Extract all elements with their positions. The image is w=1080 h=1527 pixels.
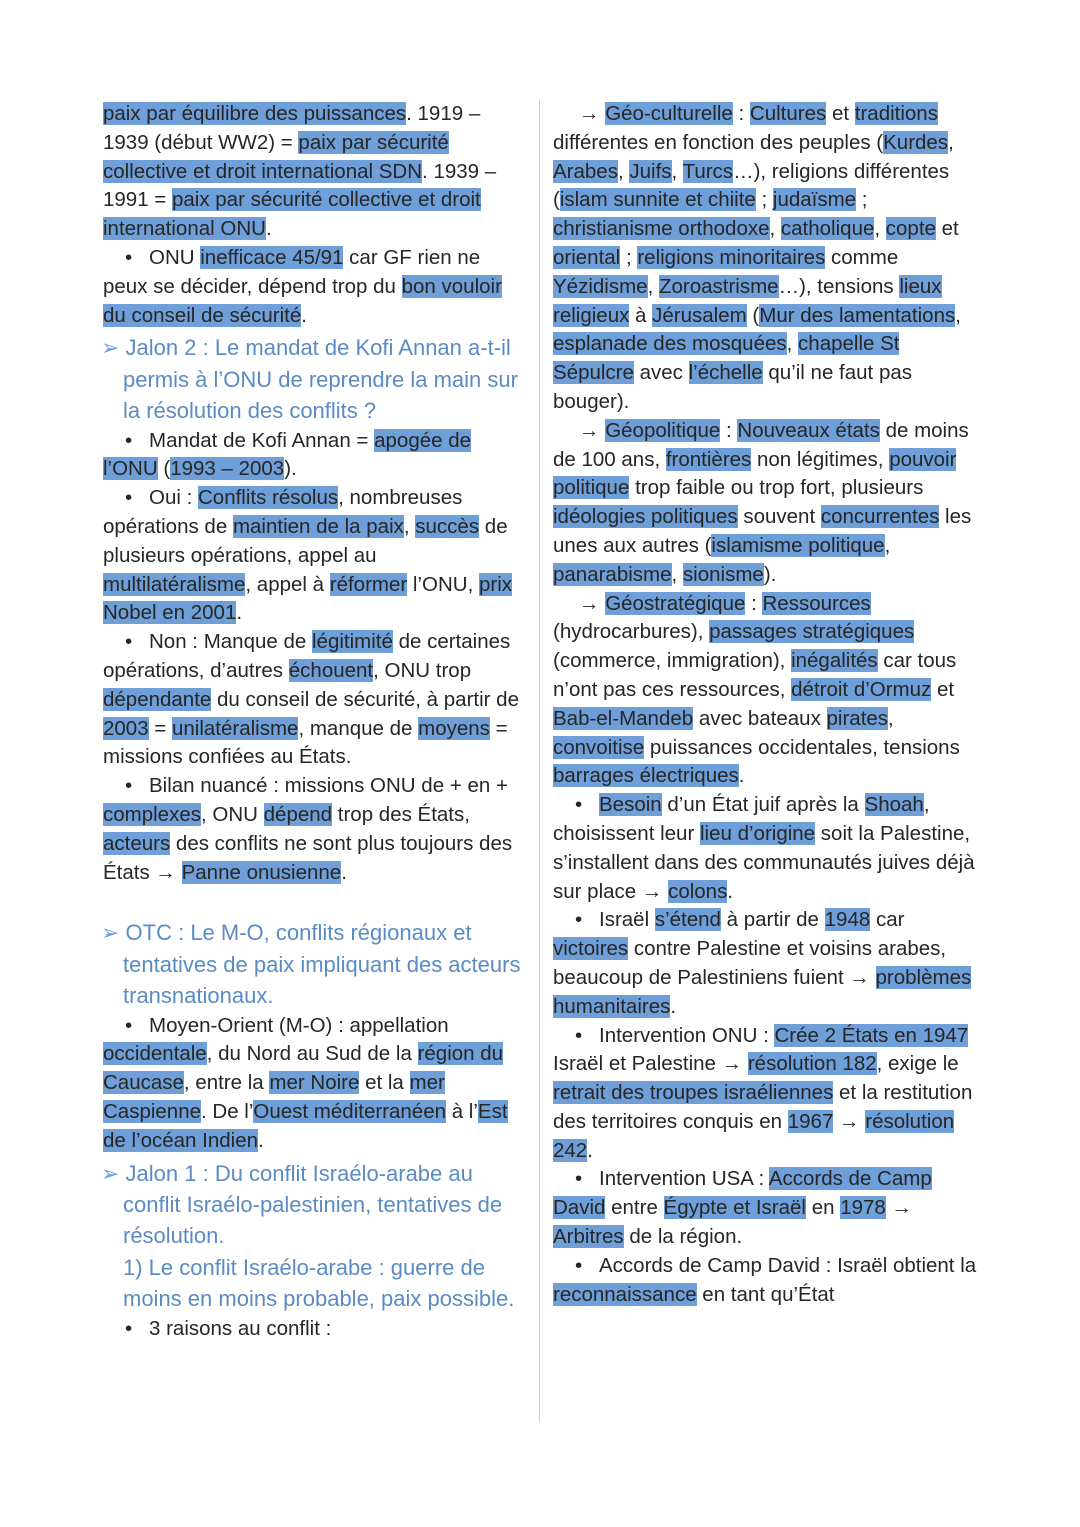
text-run: , (786, 332, 799, 356)
text-run: à partir de (720, 908, 825, 932)
section-heading: ➢ OTC : Le M-O, conflits régionaux et tentatives de paix impliquant des acteurs transnationaux. (101, 920, 521, 1009)
text-run: ). (763, 562, 777, 586)
highlighted-text: 1948 (824, 908, 871, 932)
highlighted-text: 1993 – 2003 (170, 457, 285, 481)
highlighted-text: Kurdes (883, 130, 949, 154)
highlighted-text: Conflits résolus (198, 486, 339, 510)
bullet-item (103, 427, 528, 485)
highlighted-text: paix par équilibre des puissances (103, 102, 407, 125)
text-run: , choisissent leur (553, 793, 930, 845)
text-run: = (148, 716, 172, 740)
text-run: de moins de 100 ans, (553, 418, 969, 471)
heading-text: OTC : Le M-O, conflits régionaux et tentatives de paix impliquant des acteurs transnationaux. (123, 920, 521, 1009)
text-run: de la région. (623, 1225, 743, 1249)
text-run: qu’il ne faut pas bouger). (553, 361, 912, 413)
text-run: . (587, 1138, 593, 1162)
highlighted-text: moyens (418, 716, 490, 740)
highlighted-text: résolution 242 (553, 1109, 955, 1162)
text-run: différentes en fonction des peuples ( (553, 130, 884, 154)
highlighted-text: frontières (665, 447, 752, 471)
bullet-icon: • (575, 1253, 583, 1277)
bullet-item (553, 791, 983, 906)
highlighted-text: prix Nobel en 2001 (103, 572, 513, 625)
text-run: Israël (599, 908, 655, 932)
text-run: . (236, 601, 243, 625)
highlighted-text: mer Caspienne (103, 1071, 445, 1123)
highlighted-text: islamisme politique (711, 533, 885, 557)
highlighted-text: victoires (553, 937, 629, 961)
text-run: (hydrocarbures), (553, 620, 710, 644)
highlighted-text: bon vouloir du conseil de sécurité (103, 274, 502, 327)
text-run: , (874, 217, 886, 241)
text-run: , ONU (201, 802, 264, 826)
highlighted-text: l’échelle (688, 361, 763, 385)
highlighted-text: paix par sécurité collective et droit international ONU (103, 188, 481, 241)
highlighted-text: mer Noire (269, 1071, 360, 1095)
highlighted-text: pirates (826, 706, 889, 730)
text-run: Accords de Camp David : Israël obtient la (599, 1253, 977, 1277)
bullet-item (103, 628, 528, 772)
text-run: les unes aux autres ( (553, 505, 972, 557)
text-run: . (258, 1128, 264, 1152)
text-run: (commerce, immigration), (553, 649, 792, 673)
highlighted-text: Jérusalem (652, 303, 747, 327)
text-run: , (617, 159, 630, 183)
text-run: et la restitution des territoires conquis en (553, 1081, 973, 1133)
heading-text: Jalon 1 : Du conflit Israélo-arabe au conflit Israélo-palestinien, tentatives de résolution. (123, 1160, 503, 1249)
text-run: souvent (737, 505, 821, 529)
text-run: l’ONU, (407, 572, 479, 596)
bullet-icon: • (575, 908, 583, 932)
text-run: , manque de (298, 716, 419, 740)
bullet-item (103, 1012, 528, 1156)
text-run: comme (825, 245, 899, 269)
text-run: Intervention ONU : (599, 1023, 775, 1047)
highlighted-text: Panne onusienne (181, 860, 342, 884)
text-run: à (629, 303, 653, 327)
arrow-paragraph (553, 590, 983, 792)
highlighted-text: apogée de l’ONU (103, 428, 472, 481)
text-run: , (955, 303, 961, 327)
text-run: et (935, 217, 959, 241)
right-column (553, 100, 983, 1309)
bullet-icon: • (125, 774, 133, 798)
highlighted-text: Nouveaux états (737, 418, 880, 442)
text-run: , appel à (245, 572, 330, 596)
text-run: ( (746, 303, 760, 327)
highlighted-text: inégalités (791, 649, 878, 673)
highlighted-text: multilatéralisme (103, 572, 246, 596)
text-run: soit la Palestine, s’installent dans des communautés juives déjà sur place → (553, 821, 975, 903)
highlighted-text: convoitise (553, 735, 645, 759)
highlighted-text: Bab-el-Mandeb (553, 706, 694, 730)
text-run: et (931, 677, 955, 701)
highlighted-text: maintien de la paix (232, 514, 404, 538)
highlighted-text: échouent (288, 658, 374, 682)
text-run: , nombreuses opérations de (103, 486, 463, 538)
heading-text: Jalon 2 : Le mandat de Kofi Annan a-t-il permis à l’ONU de reprendre la main sur la résolution des conflits ? (123, 335, 518, 424)
arrow-paragraph (553, 100, 983, 417)
text-run: non légitimes, (751, 447, 890, 471)
text-run: 3 raisons au conflit : (149, 1316, 332, 1340)
highlighted-text: résolution 182 (747, 1052, 877, 1076)
highlighted-text: inefficace 45/91 (200, 245, 344, 269)
text-run: . (727, 879, 734, 903)
text-run: = missions confiées au États. (103, 716, 508, 769)
text-run: → (885, 1196, 913, 1220)
bullet-icon: • (575, 793, 583, 817)
highlighted-text: sionisme (682, 562, 764, 586)
text-run: ). (284, 457, 297, 481)
highlighted-text: paix par sécurité collective et droit international SDN (103, 130, 449, 183)
text-run: → (579, 418, 606, 442)
highlighted-text: catholique (780, 217, 875, 241)
highlighted-text: Besoin (599, 793, 662, 817)
text-run: , (647, 274, 659, 298)
text-run: ONU (149, 245, 201, 269)
highlighted-text: s’étend (654, 908, 721, 932)
text-run: ; (620, 245, 638, 269)
highlighted-text: Yézidisme (553, 274, 648, 298)
text-run: Israël et Palestine → (553, 1052, 748, 1076)
highlighted-text: problèmes humanitaires (553, 965, 972, 1018)
highlighted-text: Égypte et Israël (663, 1196, 806, 1220)
highlighted-text: détroit d’Ormuz (791, 677, 932, 701)
bullet-icon: • (125, 1013, 133, 1037)
text-run: …), tensions (778, 274, 900, 298)
bullet-item (103, 484, 528, 628)
text-run: . (738, 764, 745, 788)
text-run: de certaines opérations, d’autres (103, 630, 511, 682)
highlighted-text: 2003 (103, 716, 149, 740)
text-run: avec bateaux (693, 706, 827, 730)
paragraph (103, 100, 528, 244)
bullet-icon: • (125, 245, 133, 269)
highlighted-text: acteurs (103, 831, 171, 855)
highlighted-text: 1967 (787, 1109, 834, 1133)
highlighted-text: réformer (329, 572, 408, 596)
highlighted-text: Arabes (553, 159, 618, 183)
bullet-icon: • (125, 630, 133, 654)
text-run: , (884, 533, 891, 557)
highlighted-text: région du Caucase (103, 1042, 504, 1095)
text-run: Oui : (149, 486, 198, 510)
text-run: , exige le (876, 1052, 959, 1076)
text-run: → (833, 1109, 866, 1133)
text-run: . 1919 – 1939 (début WW2) = (103, 102, 481, 154)
highlighted-text: 1978 (840, 1196, 886, 1220)
text-run: → (579, 591, 606, 615)
highlighted-text: oriental (553, 245, 621, 269)
section-heading: ➢ Jalon 2 : Le mandat de Kofi Annan a-t-il permis à l’ONU de reprendre la main sur la résolution des conflits ? (101, 335, 518, 424)
bullet-item (103, 772, 528, 887)
text-run: , (888, 706, 894, 730)
highlighted-text: Turcs (682, 159, 734, 183)
text-run: , entre la (183, 1071, 270, 1095)
bullet-icon: • (125, 1316, 133, 1340)
highlighted-text: Zoroastrisme (658, 274, 779, 298)
bullet-item (553, 1022, 983, 1166)
highlighted-text: dépendante (103, 687, 212, 711)
text-run: …), religions différentes ( (553, 159, 950, 212)
highlighted-text: Crée 2 États en 1947 (774, 1023, 969, 1047)
text-run: du conseil de sécurité, à partir de (211, 687, 519, 711)
text-run: . (265, 217, 272, 241)
highlighted-text: panarabisme (553, 562, 672, 586)
text-run: des conflits ne sont plus toujours des États → (103, 831, 513, 884)
text-run: : (732, 102, 750, 125)
highlighted-text: religions minoritaires (637, 245, 826, 269)
text-run: Moyen-Orient (M-O) : appellation (149, 1013, 449, 1037)
text-run: , ONU trop (373, 658, 472, 682)
highlighted-text: pouvoir politique (553, 447, 957, 500)
highlighted-text: Arbitres (553, 1225, 624, 1249)
bullet-icon: • (125, 428, 133, 452)
text-run: et (826, 102, 855, 125)
text-run: . (341, 860, 347, 884)
text-run: trop des États, (332, 802, 470, 826)
highlighted-text: légitimité (311, 630, 393, 654)
highlighted-text: colons (668, 879, 728, 903)
highlighted-text: judaïsme (772, 188, 857, 212)
highlighted-text: passages stratégiques (709, 620, 915, 644)
highlighted-text: Shoah (864, 793, 924, 817)
highlighted-text: idéologies politiques (553, 505, 738, 529)
text-run: Mandat de Kofi Annan = (149, 428, 375, 452)
highlighted-text: reconnaissance (553, 1282, 697, 1306)
text-run: en tant qu’État (696, 1282, 835, 1306)
highlighted-text: concurrentes (820, 505, 940, 529)
text-run: car (870, 908, 905, 932)
subheading: 1) Le conflit Israélo-arabe : guerre de moins en moins probable, paix possible. (123, 1254, 515, 1312)
section-heading: ➢ Jalon 1 : Du conflit Israélo-arabe au conflit Israélo-palestinien, tentatives de résolution. (101, 1160, 503, 1249)
highlighted-text: traditions (854, 102, 938, 125)
highlighted-text: complexes (103, 802, 201, 826)
highlighted-text: dépend (263, 802, 333, 826)
text-run: entre (605, 1196, 664, 1220)
highlighted-text: Accords de Camp David (553, 1167, 932, 1220)
text-run: ; (755, 188, 773, 212)
highlighted-text: Est de l’océan Indien (103, 1099, 508, 1152)
highlighted-text: Juifs (629, 159, 672, 183)
highlighted-text: Géostratégique (605, 591, 746, 615)
highlighted-text: esplanade des mosquées (553, 332, 787, 356)
text-run: en (806, 1196, 841, 1220)
highlighted-text: lieu d’origine (699, 821, 816, 845)
text-run: , (948, 130, 954, 154)
text-run: Intervention USA : (599, 1167, 769, 1191)
highlighted-text: Géo-culturelle (605, 102, 733, 125)
text-run: ; (856, 188, 868, 212)
text-run: de plusieurs opérations, appel au (103, 514, 508, 567)
highlighted-text: barrages électriques (553, 764, 739, 788)
text-run: . (301, 303, 307, 327)
highlighted-text: Ressources (762, 591, 871, 615)
text-run: . 1939 – 1991 = (103, 159, 497, 212)
text-run: car tous n’ont pas ces ressources, (553, 649, 957, 701)
bullet-icon: • (125, 486, 133, 510)
left-column (103, 100, 528, 1343)
bullet-item (553, 1252, 983, 1310)
text-run: Bilan nuancé : missions ONU de + en + (149, 774, 508, 798)
highlighted-text: occidentale (103, 1042, 207, 1066)
text-run: contre Palestine et voisins arabes, beaucoup de Palestiniens fuient → (553, 937, 947, 989)
highlighted-text: Mur des lamentations (759, 303, 956, 327)
highlighted-text: retrait des troupes israéliennes (553, 1081, 834, 1105)
bullet-item (103, 244, 528, 330)
text-run: : (745, 591, 763, 615)
text-run: Non : Manque de (149, 630, 312, 654)
highlighted-text: Ouest méditerranéen (253, 1099, 446, 1123)
text-run: . De l’ (201, 1099, 254, 1123)
highlighted-text: christianisme orthodoxe (553, 217, 770, 241)
text-run: à l’ (446, 1099, 478, 1123)
highlighted-text: chapelle St Sépulcre (553, 332, 900, 385)
text-run: et la (359, 1071, 410, 1095)
text-run: , (671, 159, 683, 183)
text-run: car GF rien ne peux se décider, dépend trop du (103, 245, 481, 298)
highlighted-text: Cultures (749, 102, 827, 125)
text-run: , (769, 217, 781, 241)
highlighted-text: lieux religieux (553, 274, 942, 327)
text-run: d’un État juif après la (661, 793, 865, 817)
highlighted-text: islam sunnite et chiite (559, 188, 756, 212)
text-run: trop faible ou trop fort, plusieurs (629, 476, 924, 500)
bullet-item (553, 906, 983, 1021)
text-run: : (720, 418, 738, 442)
highlighted-text: Géopolitique (605, 418, 721, 442)
bullet-item (103, 1315, 528, 1344)
bullet-icon: • (575, 1167, 583, 1191)
highlighted-text: succès (415, 514, 480, 538)
text-run: puissances occidentales, tensions (644, 735, 960, 759)
text-run: . (670, 994, 677, 1018)
text-run: ( (157, 457, 171, 481)
text-run: , (403, 514, 416, 538)
bullet-item (553, 1165, 983, 1251)
text-run: → (579, 102, 606, 125)
text-run: , (671, 562, 683, 586)
arrow-paragraph (553, 417, 983, 590)
highlighted-text: copte (885, 217, 936, 241)
bullet-icon: • (575, 1023, 583, 1047)
highlighted-text: unilatéralisme (171, 716, 299, 740)
text-run: avec (633, 361, 689, 385)
column-divider (539, 100, 540, 1422)
text-run: , du Nord au Sud de la (206, 1042, 418, 1066)
